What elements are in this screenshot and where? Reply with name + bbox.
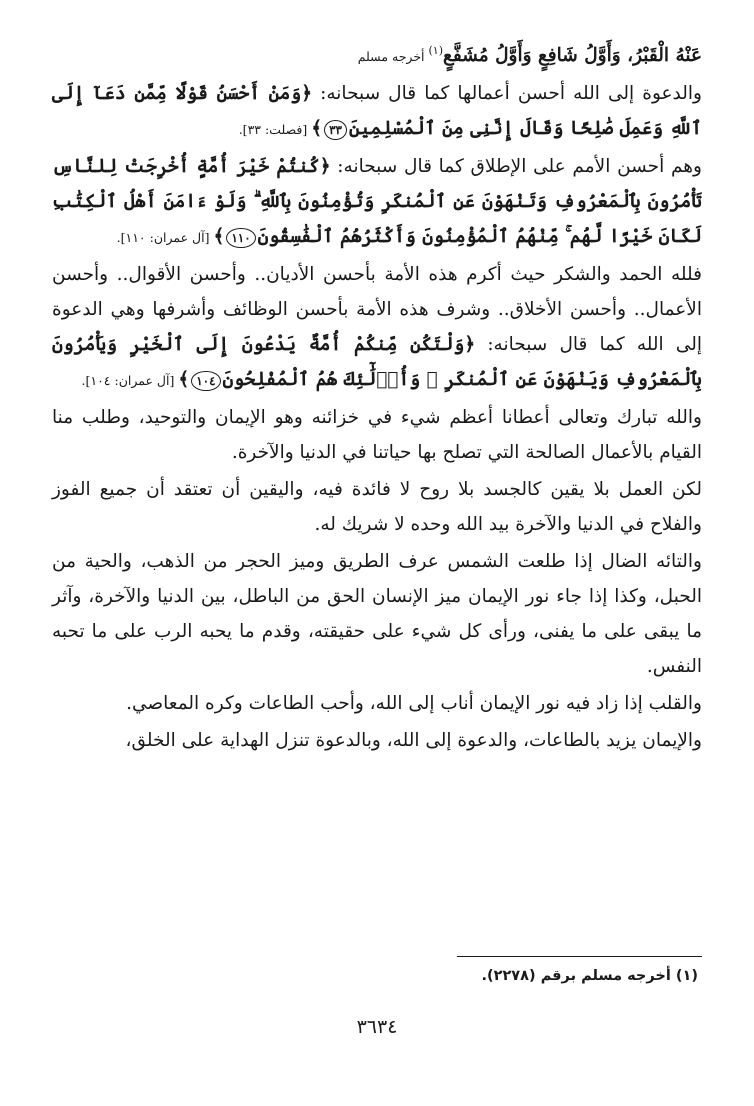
ayah-number-marker: ١٠٤ bbox=[191, 371, 220, 391]
quran-verse: ﴿كُنتُمْ خَيْرَ أُمَّةٍ أُخْرِجَتْ لِلنَّاسِ تَأْمُرُونَ بِٱلْمَعْرُوفِ وَتَنْهَوْنَ عَنِ ٱلْمُنكَرِ وَتُؤْمِنُونَ بِٱللَّهِ ۗ وَلَوْ ءَامَنَ أَهْلُ ٱلْكِتَٰبِ لَكَانَ خَيْرًا لَّهُم ۚ مِّنْهُمُ ٱلْمُؤْمِنُونَ وَأَكْثَرُهُمُ ٱلْفَٰسِقُونَ bbox=[52, 156, 702, 247]
body-text: والدعوة إلى الله أحسن أعمالها كما قال سبحانه: bbox=[312, 83, 702, 104]
paragraph bbox=[52, 723, 702, 758]
paragraph bbox=[52, 400, 702, 470]
body-text: والقلب إذا زاد فيه نور الإيمان أناب إلى الله، وأحب الطاعات وكره المعاصي. bbox=[126, 693, 702, 714]
page-body bbox=[52, 38, 702, 758]
page-number: ٣٦٣٤ bbox=[356, 1016, 398, 1038]
verse-reference: أخرجه مسلم bbox=[357, 49, 429, 64]
quran-verse: ﴾ bbox=[311, 118, 323, 139]
body-text: لكن العمل بلا يقين كالجسد بلا روح لا فائدة فيه، واليقين أن تعتقد أن جميع الفوز والفلاح في الدنيا والآخرة بيد الله وحده لا شريك له. bbox=[52, 479, 702, 535]
body-text: فلله الحمد والشكر حيث أكرم هذه الأمة بأحسن الأديان.. وأحسن الأقوال.. وأحسن الأعمال.. وأحسن الأخلاق.. وشرف هذه الأمة بأحسن الوظائف وأشرفها وهي الدعوة إلى الله كما قال سبحانه: bbox=[52, 264, 702, 355]
body-text: والله تبارك وتعالى أعطانا أعظم شيء في خزائنه وهو الإيمان والتوحيد، وطلب منا القيام بالأعمال الصالحة التي تصلح بها حياتنا في الدنيا والآخرة. bbox=[52, 407, 702, 463]
paragraph bbox=[52, 472, 702, 542]
quran-verse: ﴾ bbox=[178, 369, 190, 390]
body-text: وهم أحسن الأمم على الإطلاق كما قال سبحانه: bbox=[330, 156, 702, 177]
ayah-number-marker: ٣٣ bbox=[324, 120, 347, 140]
verse-reference: [آل عمران: ١٠٤]. bbox=[81, 373, 179, 388]
quran-verse: عَنْهُ الْقَبْرُ، وَأَوَّلُ شَافِعٍ وَأَوَّلُ مُشَفَّعٍ bbox=[443, 45, 702, 66]
paragraph bbox=[52, 149, 702, 255]
footnote-divider bbox=[457, 956, 702, 957]
quran-verse: ﴾ bbox=[213, 226, 225, 247]
paragraph bbox=[52, 38, 702, 74]
body-text: والإيمان يزيد بالطاعات، والدعوة إلى الله، وبالدعوة تنزل الهداية على الخلق، bbox=[125, 730, 702, 751]
paragraph bbox=[52, 257, 702, 398]
ayah-number-marker: ١١٠ bbox=[226, 228, 255, 248]
body-text: والتائه الضال إذا طلعت الشمس عرف الطريق وميز الحجر من الذهب، والحية من الحبل، وكذا إذا جاء نور الإيمان ميز الإنسان الحق من الباطل، بين الدنيا والآخرة، وآثر ما يبقى على ما يفنى، ورأى كل شيء على حقيقته، وقدم ما يحبه الرب على ما تحبه النفس. bbox=[52, 551, 702, 677]
paragraph bbox=[52, 544, 702, 684]
paragraph bbox=[52, 76, 702, 147]
quran-verse: ﴿وَمَنْ أَحْسَنُ قَوْلًا مِّمَّن دَعَآ إِلَى ٱللَّهِ وَعَمِلَ صَٰلِحًا وَقَالَ إِنَّنِى مِنَ ٱلْمُسْلِمِينَ bbox=[52, 83, 702, 139]
verse-reference: [فصلت: ٣٣]. bbox=[238, 122, 312, 137]
paragraph bbox=[52, 686, 702, 721]
footnote: (١) أخرجه مسلم برقم (٢٢٧٨). bbox=[481, 968, 698, 984]
verse-reference: [آل عمران: ١١٠]. bbox=[116, 230, 214, 245]
quran-verse: ﴿وَلْتَكُن مِّنكُمْ أُمَّةٌ يَدْعُونَ إِلَى ٱلْخَيْرِ وَيَأْمُرُونَ بِٱلْمَعْرُوفِ وَيَنْهَوْنَ عَنِ ٱلْمُنكَرِ ۚ وَأُو۟لَٰٓئِكَ هُمُ ٱلْمُفْلِحُونَ bbox=[52, 334, 702, 390]
footnote-marker: (١) bbox=[428, 43, 444, 57]
